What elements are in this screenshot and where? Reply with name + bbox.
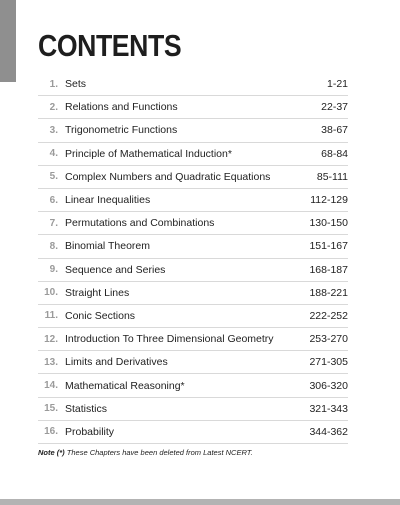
toc-row[interactable] [38, 398, 348, 421]
chapter-title: Straight Lines [65, 286, 130, 299]
chapter-pages: 253-270 [309, 333, 348, 346]
toc-row[interactable] [38, 119, 348, 142]
chapter-number: 14. [44, 380, 58, 392]
chapter-pages: 85-111 [316, 170, 348, 183]
footnote [38, 448, 253, 457]
chapter-pages: 271-305 [309, 356, 348, 369]
chapter-title: Statistics [65, 402, 108, 415]
chapter-number: 11. [44, 310, 58, 322]
toc-row[interactable] [38, 189, 348, 212]
chapter-number: 4. [49, 148, 58, 160]
chapter-pages: 112-129 [310, 194, 348, 207]
chapter-number: 1. [49, 78, 58, 90]
chapter-pages: 168-187 [309, 263, 348, 276]
toc-row[interactable] [38, 282, 348, 305]
page-title: CONTENTS [38, 28, 182, 63]
chapter-pages: 188-221 [309, 286, 348, 299]
toc-row[interactable] [38, 73, 348, 96]
chapter-title: Introduction To Three Dimensional Geometry [65, 333, 274, 346]
chapter-title: Permutations and Combinations [65, 217, 215, 230]
side-tab [0, 0, 16, 82]
chapter-title: Linear Inequalities [65, 194, 151, 207]
chapter-title: Probability [65, 425, 115, 438]
toc-row[interactable] [38, 328, 348, 351]
chapter-number: 12. [44, 333, 58, 345]
chapter-pages: 1-21 [326, 78, 348, 91]
chapter-number: 3. [49, 124, 58, 136]
chapter-title: Sequence and Series [65, 263, 166, 276]
toc-row[interactable] [38, 305, 348, 328]
chapter-number: 6. [49, 194, 58, 206]
chapter-title: Principle of Mathematical Induction* [65, 147, 232, 160]
chapter-pages: 130-150 [309, 217, 348, 230]
chapter-pages: 38-67 [321, 124, 348, 137]
chapter-title: Trigonometric Functions [65, 124, 178, 137]
chapter-number: 7. [49, 217, 58, 229]
chapter-number: 9. [49, 264, 58, 276]
chapter-number: 5. [49, 171, 58, 183]
chapter-pages: 151-167 [309, 240, 348, 253]
toc-row[interactable] [38, 421, 348, 444]
chapter-title: Sets [65, 78, 87, 91]
chapter-number: 15. [44, 403, 58, 415]
chapter-title: Relations and Functions [65, 101, 178, 114]
chapter-pages: 68-84 [321, 147, 348, 160]
toc-row[interactable] [38, 166, 348, 189]
toc-row[interactable] [38, 212, 348, 235]
footnote-text: These Chapters have been deleted from Latest NCERT. [66, 448, 253, 457]
chapter-title: Limits and Derivatives [65, 356, 168, 369]
chapter-pages: 321-343 [309, 402, 348, 415]
chapter-title: Conic Sections [65, 309, 136, 322]
chapter-pages: 222-252 [309, 309, 348, 322]
chapter-title: Mathematical Reasoning* [65, 379, 185, 392]
chapter-pages: 22-37 [321, 101, 348, 114]
footnote-label: Note (*) [38, 448, 65, 457]
toc-row[interactable] [38, 259, 348, 282]
chapter-number: 13. [44, 356, 58, 368]
chapter-pages: 306-320 [309, 379, 348, 392]
chapter-number: 10. [44, 287, 58, 299]
chapter-title: Binomial Theorem [65, 240, 151, 253]
chapter-title: Complex Numbers and Quadratic Equations [65, 170, 271, 183]
chapter-pages: 344-362 [309, 425, 348, 438]
toc-row[interactable] [38, 96, 348, 119]
table-of-contents [38, 73, 348, 444]
toc-row[interactable] [38, 351, 348, 374]
chapter-number: 8. [49, 240, 58, 252]
chapter-number: 16. [44, 426, 58, 438]
chapter-number: 2. [49, 101, 58, 113]
bottom-bar [0, 499, 400, 505]
toc-row[interactable] [38, 143, 348, 166]
toc-row[interactable] [38, 374, 348, 397]
toc-row[interactable] [38, 235, 348, 258]
